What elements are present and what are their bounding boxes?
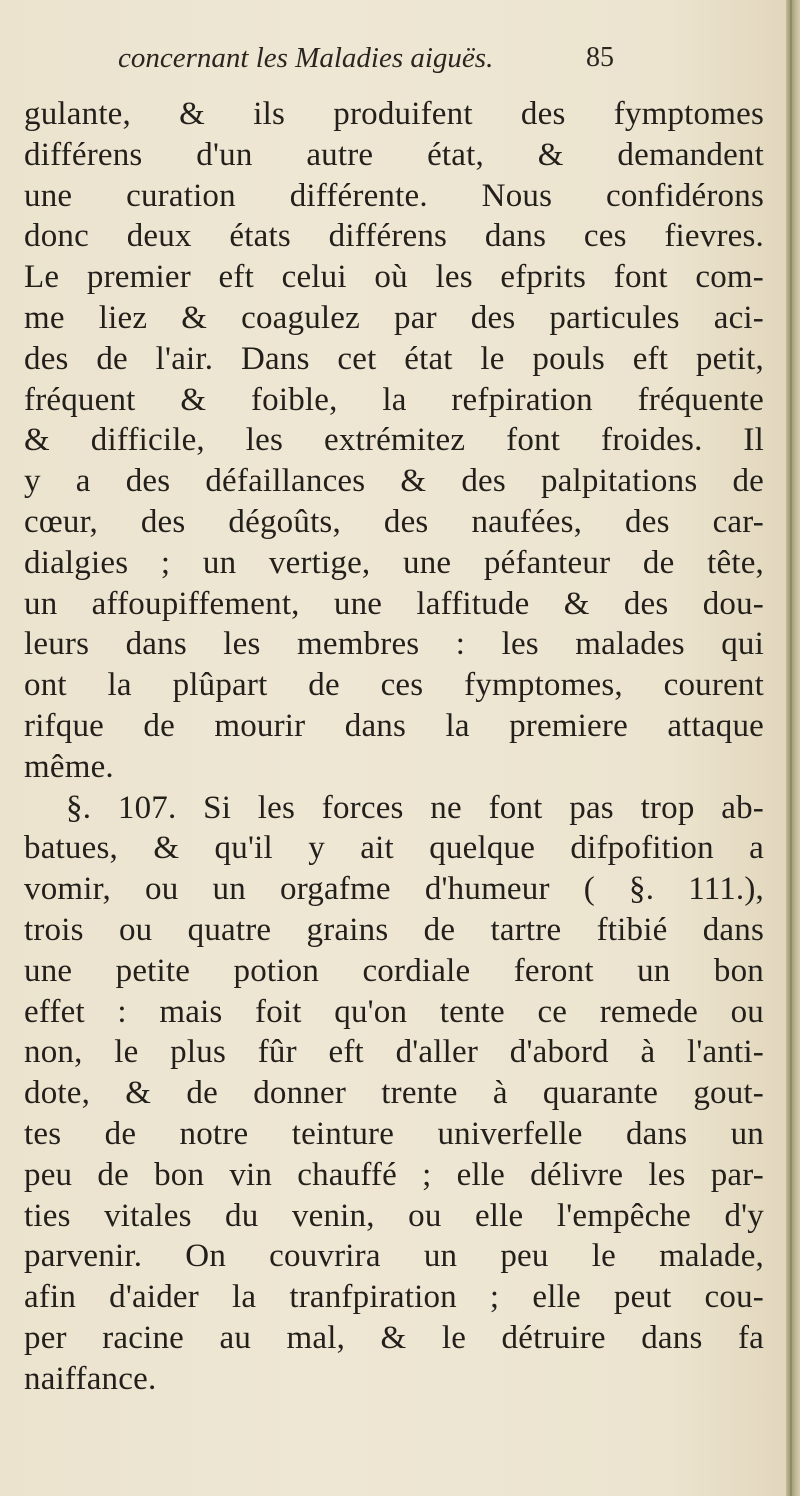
- text-line: me liez & coagulez par des particules aci-: [24, 299, 764, 336]
- text-line: différens d'un autre état, & demandent: [24, 136, 764, 173]
- text-line: per racine au mal, & le détruire dans fa: [24, 1319, 764, 1356]
- text-line: gulante, & ils produifent des fymptomes: [24, 96, 764, 132]
- text-line: fréquent & foible, la refpiration fréquente: [24, 381, 764, 418]
- text-line: non, le plus fûr eft d'aller d'abord à l'anti-: [24, 1034, 764, 1071]
- text-line: tes de notre teinture univerfelle dans un: [24, 1115, 764, 1152]
- text-line: rifque de mourir dans la premiere attaque: [24, 707, 764, 744]
- text-line: ties vitales du venin, ou elle l'empêche d'y: [24, 1197, 764, 1234]
- text-line: afin d'aider la tranfpiration ; elle peut cou-: [24, 1279, 764, 1316]
- text-line: un affoupiffement, une laffitude & des dou-: [24, 585, 764, 622]
- text-line: cœur, des dégoûts, des naufées, des car-: [24, 503, 764, 540]
- text-line: y a des défaillances & des palpitations de: [24, 463, 764, 500]
- text-line: une curation différente. Nous confidérons: [24, 177, 764, 214]
- text-line: parvenir. On couvrira un peu le malade,: [24, 1238, 764, 1275]
- text-line: donc deux états différens dans ces fievres.: [24, 218, 764, 255]
- text-line: une petite potion cordiale feront un bon: [24, 952, 764, 989]
- page-number: 85: [586, 42, 614, 73]
- text-line: des de l'air. Dans cet état le pouls eft petit,: [24, 340, 764, 377]
- text-line: peu de bon vin chauffé ; elle délivre les par-: [24, 1156, 764, 1193]
- text-line: ont la plûpart de ces fymptomes, courent: [24, 667, 764, 704]
- text-line: trois ou quatre grains de tartre ftibié dans: [24, 911, 764, 948]
- text-line: & difficile, les extrémitez font froides. Il: [24, 422, 764, 459]
- running-title: concernant les Maladies aiguës.: [118, 42, 494, 74]
- text-line: vomir, ou un orgafme d'humeur ( §. 111.),: [24, 871, 764, 908]
- binding-edge: [786, 0, 800, 1496]
- text-line: dote, & de donner trente à quarante gout-: [24, 1075, 764, 1112]
- text-line: même.: [24, 748, 114, 785]
- text-line: leurs dans les membres : les malades qui: [24, 626, 764, 663]
- text-line: naiffance.: [24, 1360, 157, 1397]
- text-line: batues, & qu'il y ait quelque difpofition a: [24, 830, 764, 867]
- text-line: Le premier eft celui où les efprits font com-: [24, 259, 764, 296]
- paragraph-start-line: §. 107. Si les forces ne font pas trop ab-: [66, 789, 764, 826]
- text-line: dialgies ; un vertige, une péfanteur de tête,: [24, 544, 764, 581]
- body-text: [24, 94, 764, 1400]
- text-line: effet : mais foit qu'on tente ce remede ou: [24, 993, 764, 1030]
